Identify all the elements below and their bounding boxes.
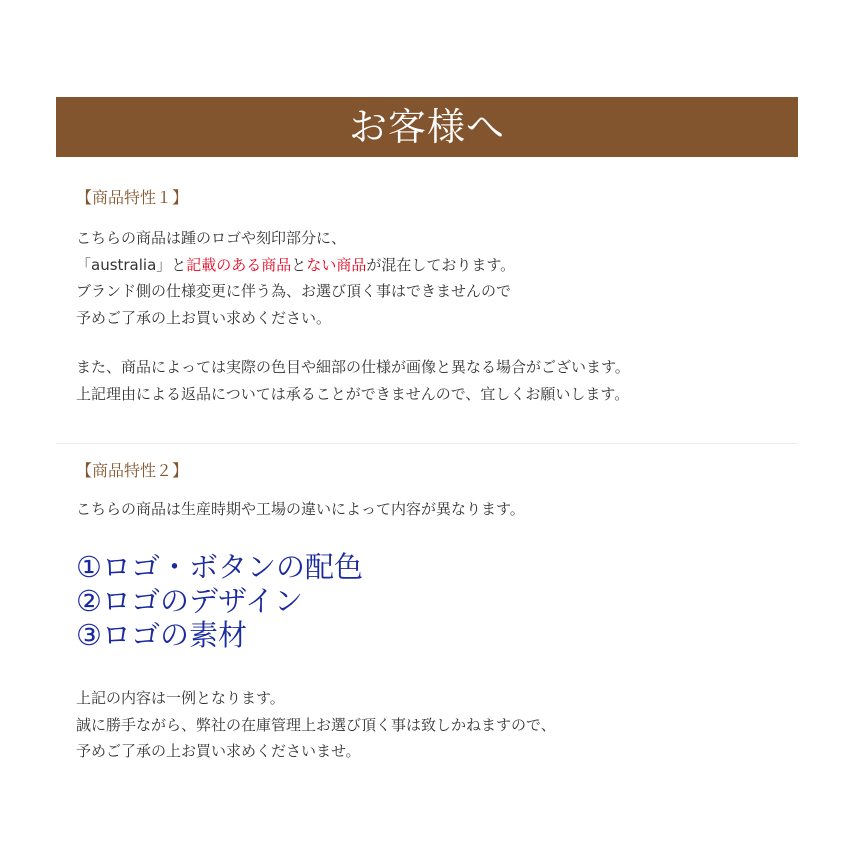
variation-list — [76, 550, 363, 652]
text-line: また、商品によっては実際の色目や細部の仕様が画像と異なる場合がございます。 — [76, 358, 630, 376]
section1-paragraph-2 — [76, 354, 630, 407]
section1-heading: 【商品特性１】 — [76, 188, 189, 207]
list-item: ③ロゴの素材 — [76, 618, 247, 652]
text-line: 予めご了承の上お買い求めくださいませ。 — [76, 742, 361, 760]
section1-paragraph-1 — [76, 225, 515, 331]
text-line: 誠に勝手ながら、弊社の在庫管理上お選び頂く事は致しかねますので、 — [76, 715, 556, 734]
text-line: こちらの商品は踵のロゴや刻印部分に、 — [76, 229, 347, 247]
list-item: ②ロゴのデザイン — [76, 584, 303, 618]
banner-title: お客様へ — [348, 105, 505, 149]
text-segment: が混在しております。 — [366, 255, 516, 274]
text-line: こちらの商品は生産時期や工場の違いによって内容が異なります。 — [76, 500, 525, 518]
text-line: 上記の内容は一例となります。 — [76, 689, 285, 707]
section-divider — [56, 443, 798, 444]
text-line — [76, 252, 515, 279]
text-line: ブランド側の仕様変更に伴う為、お選び頂く事はできませんので — [76, 282, 512, 300]
highlight-text: ない商品 — [306, 255, 367, 274]
text-line: 予めご了承の上お買い求めください。 — [76, 308, 332, 327]
text-segment: 「australia」と — [76, 255, 187, 274]
text-segment: と — [291, 255, 307, 274]
section2-closing — [76, 685, 556, 765]
highlight-text: 記載のある商品 — [186, 255, 292, 274]
list-item: ①ロゴ・ボタンの配色 — [76, 550, 363, 584]
section2-heading: 【商品特性２】 — [76, 461, 189, 480]
title-banner — [56, 97, 798, 157]
section2-intro — [76, 496, 525, 523]
text-line: 上記理由による返品については承ることができませんので、宜しくお願いします。 — [76, 384, 630, 403]
